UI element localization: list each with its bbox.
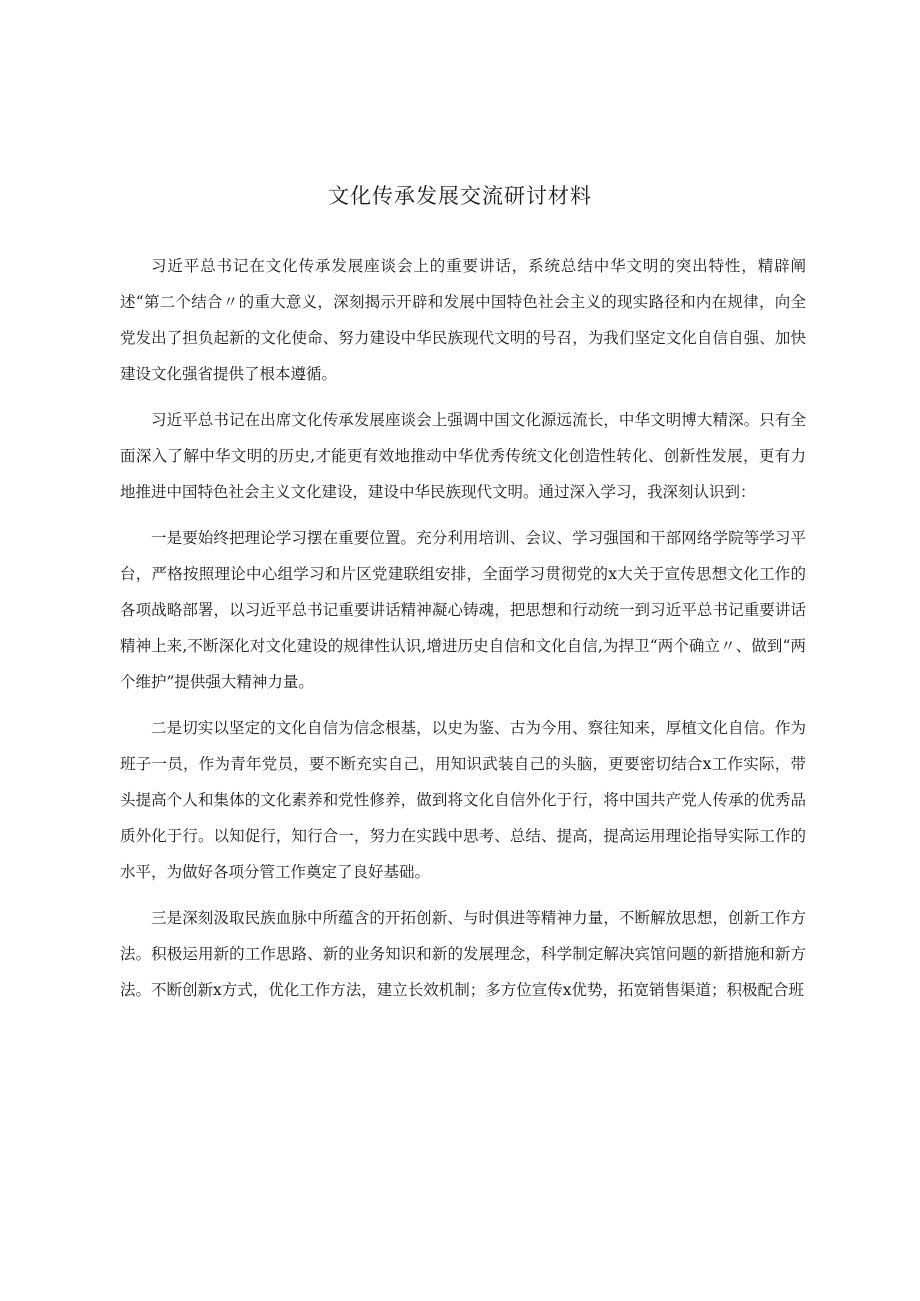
- document-title: 文化传承发展交流研讨材料: [328, 184, 592, 208]
- paragraph-summary: 习近平总书记在出席文化传承发展座谈会上强调中国文化源远流长，中华文明博大精深。只有全面深入了解中华文明的历史,才能更有效地推动中华优秀传统文化创造性转化、创新性发展，更有力地推进中国特色社会主义文化建设，建设中华民族现代文明。通过深入学习，我深刻认识到：: [120, 411, 806, 501]
- paragraph-point-one: 一是要始终把理论学习摆在重要位置。充分利用培训、会议、学习强国和干部网络学院等学习平台，严格按照理论中心组学习和片区党建联组安排，全面学习贯彻党的x大关于宣传思想文化工作的各项战略部署，以习近平总书记重要讲话精神凝心铸魂，把思想和行动统一到习近平总书记重要讲话精神上来,不断深化对文化建设的规律性认识,增进历史自信和文化自信,为捍卫“两个确立〃、做到“两个维护”提供强大精神力量。: [120, 529, 806, 691]
- paragraph-point-three: 三是深刻汲取民族血脉中所蕴含的开拓创新、与时俱进等精神力量，不断解放思想，创新工作方法。积极运用新的工作思路、新的业务知识和新的发展理念，科学制定解决宾馆问题的新措施和新方法。不断创新x方式，优化工作方法，建立长效机制；多方位宣传x优势，拓宽销售渠道；积极配合班: [120, 909, 806, 999]
- paragraph-point-two: 二是切实以坚定的文化自信为信念根基，以史为鉴、古为今用、察往知来，厚植文化自信。作为班子一员，作为青年党员，要不断充实自己，用知识武装自己的头脑，更要密切结合x工作实际，带头提高个人和集体的文化素养和党性修养，做到将文化自信外化于行，将中国共产党人传承的优秀品质外化于行。以知促行，知行合一，努力在实践中思考、总结、提高，提高运用理论指导实际工作的水平，为做好各项分管工作奠定了良好基础。: [120, 719, 806, 881]
- paragraph-intro: 习近平总书记在文化传承发展座谈会上的重要讲话，系统总结中华文明的突出特性，精辟阐述“第二个结合〃的重大意义，深刻揭示开辟和发展中国特色社会主义的现实路径和内在规律，向全党发出了担负起新的文化使命、努力建设中华民族现代文明的号召，为我们坚定文化自信自强、加快建设文化强省提供了根本遵循。: [120, 257, 806, 383]
- document-body: [120, 248, 806, 1018]
